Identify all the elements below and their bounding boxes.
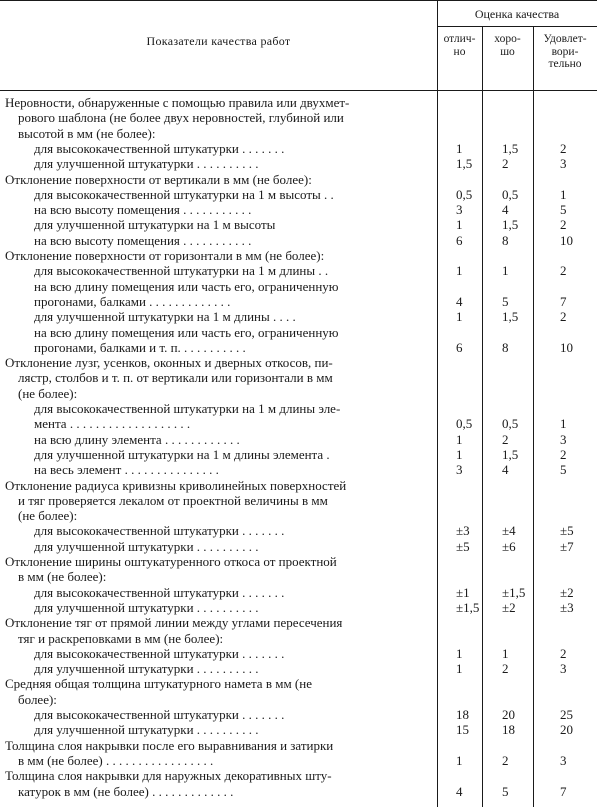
value-excellent: 1 [456,661,463,677]
table-row [0,509,597,523]
value-satisfactory: 2 [560,217,567,233]
value-satisfactory: 5 [560,462,567,478]
value-excellent: 1 [456,645,463,661]
table-row [0,234,597,248]
row-label: высотой в мм (не более): [18,125,156,141]
row-label: Средняя общая толщина штукатурного намета в мм (не [5,676,312,692]
value-excellent: ±1,5 [456,599,480,615]
table-row [0,173,597,187]
row-label: тяг и раскреповками в мм (не более): [18,630,224,646]
row-label: для улучшенной штукатурки на 1 м высоты [34,217,276,233]
table-row [0,203,597,217]
table-row [0,295,597,309]
value-satisfactory: 2 [560,309,567,325]
table-row [0,479,597,493]
row-label: Отклонение лузг, усенков, оконных и дверных откосов, пи- [5,355,333,371]
table-row [0,616,597,630]
value-good: 2 [502,431,509,447]
table-row [0,677,597,691]
quality-group-header: Оценка качества [474,7,560,21]
value-excellent: 1 [456,263,463,279]
value-satisfactory: 25 [560,707,573,722]
row-label: лястр, столбов и т. п. от вертикали или горизонтали в мм [18,370,333,386]
value-satisfactory: 7 [560,293,567,309]
value-satisfactory: ±2 [560,584,574,600]
table-row [0,402,597,416]
table-row [0,310,597,324]
table-row [0,417,597,431]
table-row [0,264,597,278]
value-satisfactory: 2 [560,446,567,462]
table-row [0,647,597,661]
value-good: 0,5 [502,186,519,202]
row-label: Отклонение ширины оштукатуренного откоса от проектной [5,554,337,569]
value-excellent: 18 [456,707,469,722]
row-label: для высококачественной штукатурки . . . . . . . [34,645,285,661]
value-satisfactory: 1 [560,416,567,432]
value-excellent: 1 [456,309,463,325]
value-excellent: 0,5 [456,186,473,202]
row-label: для улучшенной штукатурки на 1 м длины элемента . [34,446,330,462]
row-label: на весь элемент . . . . . . . . . . . . . . . [34,462,219,478]
value-satisfactory: 20 [560,722,573,738]
table-row [0,188,597,202]
row-label: для улучшенной штукатурки на 1 м длины . . . . [34,309,296,325]
row-label: (не более): [18,508,78,524]
row-label: прогонами, балками и т. п. . . . . . . . . . . [34,339,246,355]
header-satisfactory-line: вори- [551,45,579,58]
value-good: 4 [502,462,509,478]
table-row [0,785,597,799]
row-label: для улучшенной штукатурки . . . . . . . . . . [34,538,259,554]
value-good: 20 [502,707,515,722]
table-row [0,326,597,340]
row-label: для высококачественной штукатурки . . . . . . . [34,584,285,600]
row-label: и тяг проверяется лекалом от проектной величины в мм [18,492,328,508]
header-satisfactory-line: тельно [548,58,582,70]
value-good: 8 [502,339,509,355]
value-excellent: 1 [456,752,463,768]
row-label: на всю длину помещения или часть его, ограниченную [34,324,339,340]
row-label: (не более): [18,385,78,401]
header-excellent-line: но [453,45,466,58]
value-excellent: 3 [456,202,463,218]
table-row [0,218,597,232]
row-label: рового шаблона (не более двух неровностей, глубиной или [18,110,344,126]
value-excellent: 4 [456,783,463,799]
row-label: на всю высоту помещения . . . . . . . . . . . [34,202,252,218]
value-satisfactory: 3 [560,431,567,447]
indicator-column-header: Показатели качества работ [146,34,291,48]
value-good: 2 [502,661,509,677]
value-excellent: 1 [456,446,463,462]
value-satisfactory: 2 [560,645,567,661]
group-header-rule [437,26,597,27]
row-label: на всю длину элемента . . . . . . . . . . . . [34,431,240,447]
value-excellent: 15 [456,722,469,738]
value-good: ±6 [502,538,516,554]
row-label: для высококачественной штукатурки . . . . . . . [34,707,285,722]
row-label: прогонами, балками . . . . . . . . . . . . . [34,293,231,309]
value-excellent: 1 [456,140,463,156]
header-good-line: шо [500,45,515,58]
table-row [0,524,597,538]
value-excellent: 6 [456,232,463,248]
value-good: 1,5 [502,217,519,233]
value-good: 1 [502,263,509,279]
table-row [0,555,597,569]
table-row [0,127,597,141]
row-label: Толщина слоя накрывки для наружных декоративных шту- [5,768,332,784]
row-label: для высококачественной штукатурки на 1 м высоты . . [34,186,334,202]
value-excellent: 1,5 [456,156,473,172]
header-excellent-line: отлич- [443,33,476,45]
table-row [0,632,597,646]
table-row [0,280,597,294]
row-label: на всю высоту помещения . . . . . . . . . . . [34,232,252,248]
table-row [0,371,597,385]
value-satisfactory: ±5 [560,523,574,539]
value-good: 1 [502,645,509,661]
value-excellent: 4 [456,293,463,309]
header-good [482,33,533,58]
header-bottom-rule [0,90,597,91]
header-excellent [437,33,482,58]
value-satisfactory: 7 [560,783,567,799]
table-row [0,157,597,171]
row-label: на всю длину помещения или часть его, ограниченную [34,278,339,294]
table-row [0,387,597,401]
row-label: Отклонение радиуса кривизны криволинейных поверхностей [5,477,347,493]
row-label: для высококачественной штукатурки . . . . . . . [34,140,285,156]
table-row [0,570,597,584]
value-good: 18 [502,722,515,738]
table-row [0,142,597,156]
table-row [0,494,597,508]
value-satisfactory: 2 [560,140,567,156]
header-satisfactory-line: Удовлет- [543,33,587,45]
row-label: Неровности, обнаруженные с помощью правила или двухмет- [5,95,350,110]
value-satisfactory: 5 [560,202,567,218]
value-satisfactory: 3 [560,752,567,768]
value-excellent: ±1 [456,584,470,600]
table-row [0,723,597,737]
row-label: Отклонение поверхности от горизонтали в мм (не более): [5,248,325,263]
row-label: для улучшенной штукатурки . . . . . . . . . . [34,661,259,677]
row-label: катурок в мм (не более) . . . . . . . . . . . . . [18,783,234,799]
table-row [0,249,597,263]
value-good: 1,5 [502,140,519,156]
value-excellent: ±3 [456,523,470,539]
row-label: в мм (не более) . . . . . . . . . . . . . . . . . [18,752,214,768]
table-row [0,463,597,477]
row-label: более): [18,691,57,707]
value-excellent: ±5 [456,538,470,554]
table-row [0,769,597,783]
value-satisfactory: 10 [560,232,573,248]
row-label: Толщина слоя накрывки после его выравнивания и затирки [5,737,334,753]
value-excellent: 0,5 [456,416,473,432]
table-top-rule [0,0,597,1]
value-excellent: 1 [456,431,463,447]
table-row [0,433,597,447]
value-good: ±4 [502,523,516,539]
value-good: 2 [502,752,509,768]
value-satisfactory: 1 [560,186,567,202]
row-label: для улучшенной штукатурки . . . . . . . . . . [34,156,259,172]
row-label: для улучшенной штукатурки . . . . . . . . . . [34,599,259,615]
value-good: 8 [502,232,509,248]
table-row [0,601,597,615]
value-good: 5 [502,783,509,799]
value-good: 4 [502,202,509,218]
table-row [0,586,597,600]
header-satisfactory [533,33,597,71]
table-row [0,111,597,125]
value-satisfactory: 10 [560,339,573,355]
value-satisfactory: ±3 [560,599,574,615]
value-good: 1,5 [502,446,519,462]
row-label: Отклонение тяг от прямой линии между углами пересечения [5,615,343,631]
table-row [0,448,597,462]
table-row [0,540,597,554]
value-excellent: 1 [456,217,463,233]
table-row [0,662,597,676]
row-label: Отклонение поверхности от вертикали в мм (не более): [5,171,312,187]
table-row [0,356,597,370]
value-satisfactory: ±7 [560,538,574,554]
value-good: 1,5 [502,309,519,325]
table-row [0,96,597,110]
table-row [0,708,597,722]
value-good: 0,5 [502,416,519,432]
value-good: ±1,5 [502,584,526,600]
table-row [0,693,597,707]
table-row [0,754,597,768]
table-row [0,739,597,753]
row-label: для улучшенной штукатурки . . . . . . . . . . [34,722,259,738]
value-satisfactory: 2 [560,263,567,279]
value-excellent: 3 [456,462,463,478]
value-good: 2 [502,156,509,172]
row-label: для высококачественной штукатурки . . . . . . . [34,523,285,539]
value-good: ±2 [502,599,516,615]
row-label: в мм (не более): [18,569,107,585]
table-row [0,341,597,355]
row-label: мента . . . . . . . . . . . . . . . . . . . [34,416,191,432]
value-good: 5 [502,293,509,309]
header-good-line: хоро- [494,33,521,45]
row-label: для высококачественной штукатурки на 1 м длины эле- [34,401,341,416]
value-satisfactory: 3 [560,156,567,172]
value-satisfactory: 3 [560,661,567,677]
row-label: для высококачественной штукатурки на 1 м длины . . [34,263,329,279]
value-excellent: 6 [456,339,463,355]
